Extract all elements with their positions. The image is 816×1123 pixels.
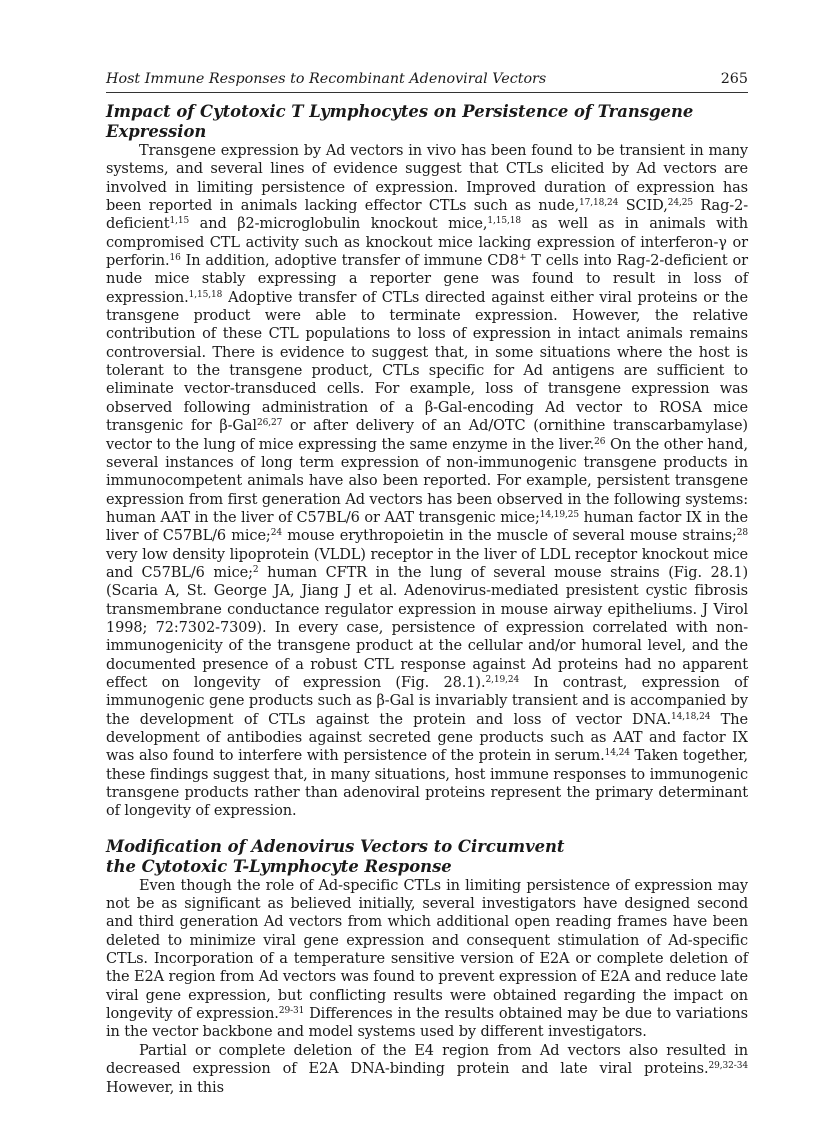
page-body xyxy=(106,102,748,1097)
paragraph-vector-modification-1: Even though the role of Ad-specific CTLs in limiting persistence of expression may not be as significant as believed initially, several investigators have designed second and third generation Ad vectors from which additional open reading frames have been deleted to minimize viral gene expression and consequent stimulation of Ad-specific CTLs. Incorporation of a temperature sensitive version of E2A or complete deletion of the E2A region from Ad vectors was found to prevent expression of E2A and reduce late viral gene expression, but conflicting results were obtained regarding the impact on longevity of expression.$^{29-31}$ Differences in the results obtained may be due to variations in the vector backbone and model systems used by different investigators. xyxy=(106,877,748,1041)
paragraph-vector-modification-2: Partial or complete deletion of the E4 region from Ad vectors also resulted in decreased expression of E2A DNA-binding protein and late viral proteins.$^{29,32-34}$ However, in this xyxy=(106,1042,748,1096)
section-gap xyxy=(106,821,748,837)
section-heading-vector-modification: Modification of Adenovirus Vectors to Circumvent the Cytotoxic T-Lymphocyte Response xyxy=(106,836,565,876)
header-rule xyxy=(106,92,748,93)
section-heading-ctl-impact: Impact of Cytotoxic T Lymphocytes on Persistence of Transgene Expression xyxy=(106,102,694,141)
page-number: 265 xyxy=(720,71,748,87)
running-title: Host Immune Responses to Recombinant Adenoviral Vectors xyxy=(106,71,547,87)
running-header xyxy=(106,68,748,90)
paragraph-ctl-impact: Transgene expression by Ad vectors in vivo has been found to be transient in many systems, and several lines of evidence suggest that CTLs elicited by Ad vectors are involved in limiting persistence of expression. Improved duration of expression has been reported in animals lacking effector CTLs such as nude,$^{17,18,24}$ SCID,$^{24,25}$ Rag-2-deficient$^{1,15}$ and β2-microglobulin knockout mice,$^{1,15,18}$ as well as in animals with compromised CTL activity such as knockout mice lacking expression of interferon-γ or perforin.$^{16}$ In addition, adoptive transfer of immune CD8+ T cells into Rag-2-deficient or nude mice stably expressing a reporter gene was found to result in loss of expression.$^{1,15,18}$ Adoptive transfer of CTLs directed against either viral proteins or the transgene product were able to terminate expression. However, the relative contribution of these CTL populations to loss of expression in intact animals remains controversial. There is evidence to suggest that, in some situations where the host is tolerant to the transgene product, CTLs specific for Ad antigens are sufficient to eliminate vector-transduced cells. For example, loss of transgene expression was observed following administration of a β-Gal-encoding Ad vector to ROSA mice transgenic for β-Gal$^{26,27}$ or after delivery of an Ad/OTC (ornithine transcarbamylase) vector to the lung of mice expressing the same enzyme in the liver.$^{26}$ On the other hand, several instances of long term expression of non-immunogenic transgene products in immunocompetent animals have also been reported. For example, persistent transgene expression from first generation Ad vectors has been observed in the following systems: human AAT in the liver of C57BL/6 or AAT transgenic mice;$^{14,19,25}$ human factor IX in the liver of C57BL/6 mice;$^{24}$ mouse erythropoietin in the muscle of several mouse strains;$^{28}$ very low density lipoprotein (VLDL) receptor in the liver of LDL receptor knockout mice and C57BL/6 mice;$^2$ human CFTR in the lung of several mouse strains (Fig. 28.1) (Scaria A, St. George JA, Jiang J et al. Adenovirus-mediated presistent cystic fibrosis transmembrane conductance regulator expression in mouse airway epitheliums. J Virol 1998; 72:7302-7309). In every case, persistence of expression correlated with non-immunogenicity of the transgene product at the cellular and/or humoral level, and the documented presence of a robust CTL response against Ad proteins had no apparent effect on longevity of expression (Fig. 28.1).$^{2,19,24}$ In contrast, expression of immunogenic gene products such as β-Gal is invariably transient and is accompanied by the development of CTLs against the protein and loss of vector DNA.$^{14,18,24}$ The development of antibodies against secreted gene products such as AAT and factor IX was also found to interfere with persistence of the protein in serum.$^{14,24}$ Taken together, these findings suggest that, in many situations, host immune responses to immunogenic transgene products rather than adenoviral proteins represent the primary determinant of longevity of expression. xyxy=(106,143,749,820)
